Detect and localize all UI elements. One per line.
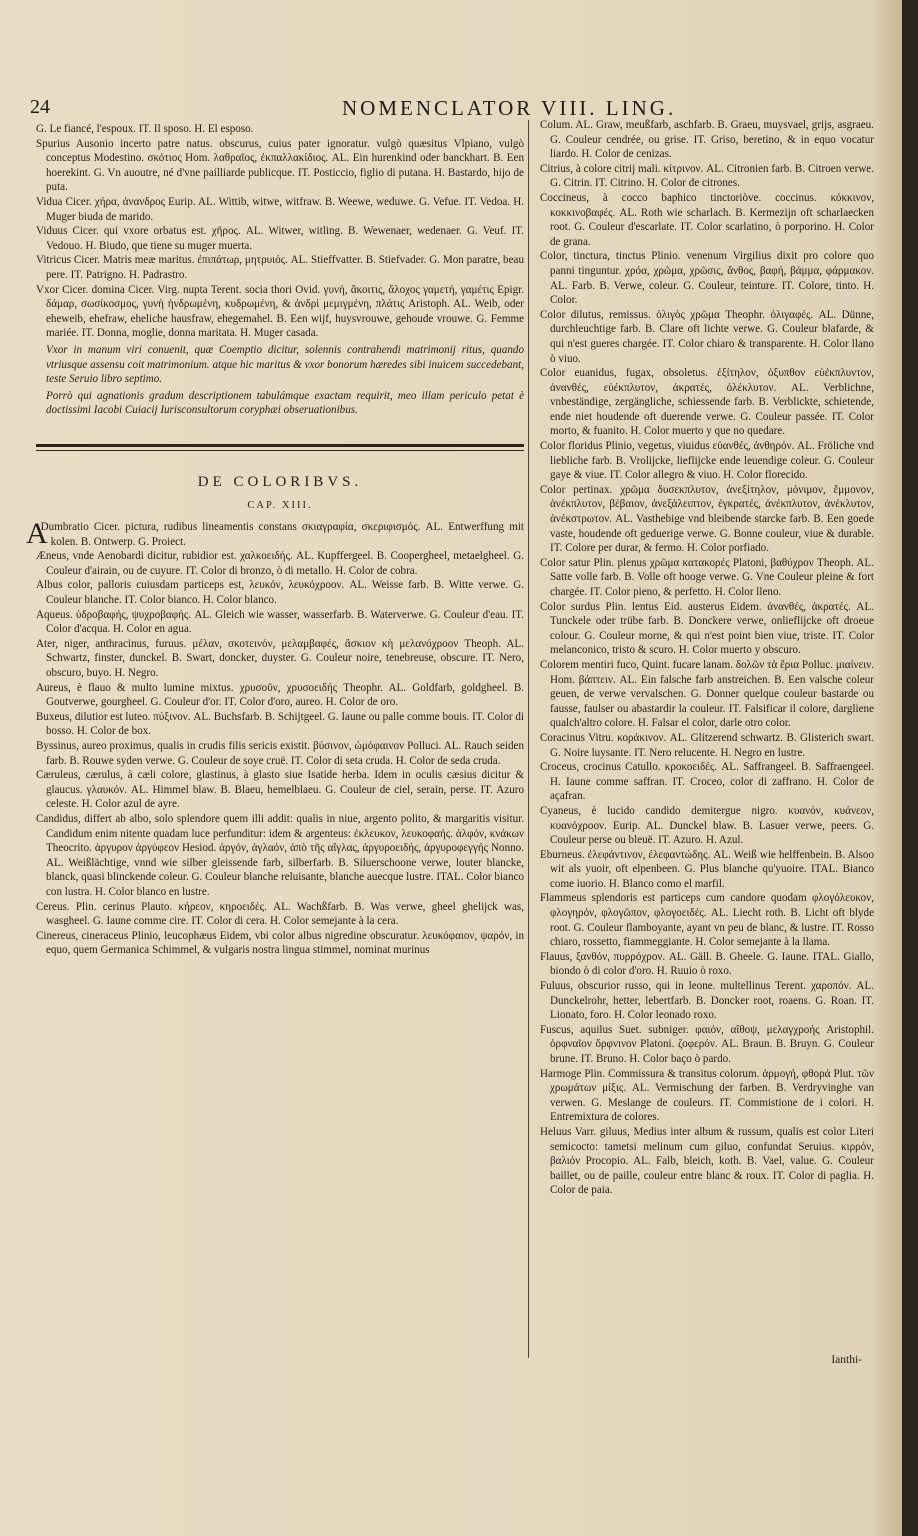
dictionary-entry: Color satur Plin. plenus χρῶμα κατακορές Platoni, βαθύχρον Theoph. AL. Satte volle farb. B. Volle oft hooge verwe. G. Vne Couleur pleine & fort chargée. IT. Color pieno, & perfetto. H. Color lleno. xyxy=(540,556,874,598)
dictionary-entry: Coracinus Vitru. κοράκινον. AL. Glitzerend schwartz. B. Glisterich swart. G. Noire luysante. IT. Nero relucente. H. Negro en lustre. xyxy=(540,731,874,759)
dictionary-entry: Aqueus. ὑδροβαφής, ψυχροβαφής. AL. Gleich wie wasser, wasserfarb. B. Waterverwe. G. Couleur d'eau. IT. Color d'acqua. H. Color en agua. xyxy=(36,608,524,636)
dictionary-entry: Viduus Cicer. qui vxore orbatus est. χῆρος. AL. Witwer, witling. B. Wewenaer, wedenaer. G. Veuf. IT. Vedouo. H. Biudo, que tiene su muger muerta. xyxy=(36,225,524,252)
dictionary-entry: Color floridus Plinio, vegetus, viuidus εὐανθές, ἀνθηρόν. AL. Fröliche vnd liebliche farb. B. Vrolijcke, lieflijcke ende leuendige coleur. G. Couleur gaye & viue. IT. Color allegro & viuo. H. Color florecido. xyxy=(540,440,874,482)
dictionary-entry: Spurius Ausonio incerto patre natus. obscurus, cuius pater ignoratur. vulgò quæsitus Vlpiano, vulgò conceptus Modestino. σκότιος Hom. λαθραῖος, ἐκπαλλακίδιος. AL. Ein hurenkind oder banckhart. B. Een hoerekint. G. Vn auoutre, né d'vne pailliarde publicque. IT. Posticcio, figlio di putana. H. Bastardo, hijo de puta. xyxy=(36,137,524,194)
right-column xyxy=(540,118,874,1198)
running-head: NOMENCLATOR VIII. LING. xyxy=(342,96,677,120)
dictionary-entry: Colum. AL. Graw, meußfarb, aschfarb. B. Graeu, muysvael, grijs, asgraeu. G. Couleur cendrée, ou grise. IT. Griso, beretino, & in equo vocatur liardo. H. Color de cenizas. xyxy=(540,119,874,161)
dictionary-entry: G. Le fiancé, l'espoux. IT. Il sposo. H. El esposo. xyxy=(36,123,254,135)
left-notes xyxy=(36,343,524,418)
left-top-entries xyxy=(36,122,524,341)
adjacent-page-edge xyxy=(880,0,902,1536)
dictionary-entry: Harmoge Plin. Commissura & transitus colorum. ἁρμογή, φθορά Plut. τῶν χρωμάτων μίξις. AL. Vermischung der farben. B. Verdryvinghe van verwen. G. Meslange de couleurs. IT. Commistione de i colori. H. Entremixtura de colores. xyxy=(540,1067,874,1124)
column-divider xyxy=(528,120,529,1358)
dictionary-entry: Color euanidus, fugax, obsoletus. ἐξίτηλον, ὀξυπθον εὐέκπλυντον, ἀνανθές, εὐέκπλυτον, ἀκρατές, ὀλέκλυτον. AL. Verblichne, vnbeständige, zergängliche, schiessende farb. B. Verblickte, schietende, ende niet houdende oft duerende verwe. G. Couleur passée. IT. Color morto, & fuanito. H. Color muerto y que no quedare. xyxy=(540,367,874,438)
section-title: DE COLORIBVS. xyxy=(197,473,363,490)
section-rule xyxy=(36,444,524,447)
dictionary-entry: Ater, niger, anthracinus, furuus. μέλαν, σκοτεινόν, μελαμβαφές, ἄσκιον κὴ μελανόχροον Theoph. AL. Schwartz, finster, dunckel. B. Swart, doncker, duyster. G. Couleur noire, tenebreuse, obscure. IT. Nero, obscuro, buyo. H. Negro. xyxy=(36,637,524,679)
dictionary-entry: Eburneus. ἐλεφάντινον, ἐλεφαντώδης. AL. Weiß wie helffenbein. B. Alsoo wit als yuoir, oft elpenbeen. G. Plus blanche qu'yuoire. ITAL. Bianco come iuorio. H. Blanco como el marfil. xyxy=(540,848,874,890)
dictionary-entry: Cæruleus, cærulus, à cæli colore, glastinus, à glasto siue Isatide herba. Idem in oculis cæsius dicitur & glaucus. γλαυκόν. AL. Himmel blaw. B. Blaeu, hemelblaeu. G. Couleur de ciel, serain, perse. IT. Azuro celeste. H. Color azul de ayre. xyxy=(36,769,524,811)
dictionary-entry: Color dilutus, remissus. ὀλιγὸς χρῶμα Theophr. ὀλιγαφές. AL. Dünne, durchleuchtige farb. B. Clare oft lichte verwe. G. Couleur blafarde, & qui n'est gueres chargée. IT. Color chiaro & transparente. H. Color llano ò viuo. xyxy=(540,308,874,365)
section-rule-thin xyxy=(36,450,524,451)
left-column xyxy=(26,122,524,958)
dictionary-entry: Color pertinax. χρῶμα δυσεκπλυτον, ἀνεξίτηλον, μόνιμον, ἔμμονον, ἀνέκπλυτον, βέβαιον, ἀνεξάλειπτον, ἐγκρατές, ἀνέκπλυτον, ἀνέκλυτον, ἀνέκστρωτον. AL. Vasthebige vnd bleibende starcke farb. B. Een goede vaste, houdende oft geduerige verwe. G. Bonne couleur, viue & durable. IT. Colore per durar, & fermo. H. Color porfiado. xyxy=(540,483,874,555)
dictionary-entry: Flammeus splendoris est particeps cum candore quodam φλογόλευκον, φλογηρόν, φλογῶπον, φλογοειδές. AL. Liecht roth. B. Licht oft blyde root. G. Couleur flamboyante, ayant vn peu de blanc, & lustre. IT. Rosso chiaro, rossetto, fiammeggiante. H. Color semejante à la llama. xyxy=(540,892,874,949)
dictionary-entry: Vidua Cicer. χήρα, ἀνανδρος Eurip. AL. Wittib, witwe, witfraw. B. Weewe, weduwe. G. Vefue. IT. Vedoa. H. Muger biuda de marido. xyxy=(36,195,524,223)
dictionary-entry: Fuscus, aquilus Suet. subniger. φαιόν, αἴθοψ, μελαγχροής Aristophil. ὀρφναῖον ὄρφνινον Platoni. ζοφερόν. AL. Braun. B. Bruyn. G. Couleur brune. IT. Bruno. H. Color baço ò pardo. xyxy=(540,1023,874,1065)
dictionary-entry: Citrius, à colore citrij mali. κίτρινον. AL. Citronien farb. B. Citroen verwe. G. Citrin. IT. Citrino. H. Color de citrones. xyxy=(540,162,874,190)
dictionary-entry: Byssinus, aureo proximus, qualis in crudis filis sericis existit. βύσινον, ὠμόφαινον Polluci. AL. Rauch seiden farb. B. Rouwe syden verwe. G. Couleur de soye cruë. IT. Color di seta cruda. H. Color de seda cruda. xyxy=(36,739,524,767)
dictionary-entry: Fuluus, obscurior russo, qui in leone. multellinus Terent. χαροπόν. AL. Dunckelrohr, hetter, lebertfarb. B. Doncker root, roaens. G. Roan. IT. Lionato, foro. H. Color leonado roxo. xyxy=(540,980,874,1022)
catchword: Ianthi- xyxy=(831,1354,862,1366)
dictionary-entry: Cyaneus, è lucido candido demitergue nigro. κυανόν, κυάνεον, κυανόχροον. Eurip. AL. Dunckel blaw. B. Lasuer verwe, peers. G. Couleur perse ou bleuë. IT. Azuro. H. Azul. xyxy=(540,804,874,847)
dictionary-entry: Vitricus Cicer. Matris meæ maritus. ἐπιπάτωρ, μητρυιός. AL. Stieffvatter. B. Stiefvader. G. Mon paratre, beau pere. IT. Patrigno. H. Padrastro. xyxy=(36,254,524,281)
dictionary-entry: Color surdus Plin. lentus Eid. austerus Eidem. ἀνανθές, ἀκρατές. AL. Tunckele oder trübe farb. B. Donckere verwe, onlieflijcke oft droeue colour. G. Couleur morne, & qui n'est point bien viue, triste. IT. Color melanconico, tristo & scuro. H. Color muerto y obscuro. xyxy=(540,600,874,657)
dictionary-entry: Color, tinctura, tinctus Plinio. venenum Virgilius dixit pro colore quo panni tinguntur. χρόα, χρῶμα, χρῶσις, ἄνθος, βαφή, βάμμα, φάρμακον. AL. Farb. B. Verwe, coleur. G. Couleur, teinture. IT. Colore, tinto. H. Color. xyxy=(540,250,874,307)
dictionary-entry: Flauus, ξανθόν, πυρρόχρον. AL. Gäll. B. Gheele. G. Iaune. ITAL. Giallo, biondo ò di color d'oro. H. Ruuio ò roxo. xyxy=(540,950,874,978)
dictionary-entry: Aureus, è flauo & multo lumine mixtus. χρυσοῦν, χρυσοειδής Theophr. AL. Goldfarb, goldgheel. B. Goutverwe, gourgheel. G. Couleur d'or. IT. Color d'oro, aureo. H. Color de oro. xyxy=(36,681,524,709)
dictionary-entry: Heluus Varr. giluus, Medius inter album & russum, qualis est color Literi semicocto: tametsi melinum cum giluo, confundat Seruius. κιρρόν, βαλιόν Procopio. AL. Falb, bleich, koth. B. Vael, value. G. Couleur baillet, ou de paille, couleur entre blanc & roux. IT. Color di paglia. H. Color de paia. xyxy=(540,1125,874,1197)
dictionary-entry: Cereus. Plin. cerinus Plauto. κήρεον, κηροειδές. AL. Wachßfarb. B. Was verwe, gheel ghelijck was, wasgheel. G. Iaune comme cire. IT. Color di cera. H. Color semejante à la cera. xyxy=(36,900,524,928)
left-entries xyxy=(36,549,524,958)
dictionary-entry: Æneus, vnde Aenobardi dicitur, rubidior est. χαλκοειδής. AL. Kupffergeel. B. Coopergheel, metaelgheel. G. Couleur d'airain, ou de cuyure. IT. Color di bronzo, ò di metallo. H. Color de cobra. xyxy=(36,550,524,577)
right-entries xyxy=(540,118,874,1198)
dictionary-entry: Candidus, differt ab albo, solo splendore quem illi addit: qualis in niue, argento polito, & margaritis visitur. Candidum enim nitente quadam luce perfunditur: idem & argenteus: ἐκλευκον, λευκοφαής. ἀλφόν, κνάκων Theocrito. ἀργυρον ἀργύφεον Hesiod. ἀργόν, ἀγλαόν, ἀπὸ τῆς αἴγλας, ἀργυροειδής, ἀργυροφεγγής Nonno. AL. Weißlächtige, vnnd wie silber gleissende farb, silberfarb. B. Siluerschoone verwe, louter blancke, blanck, quasi blinckende coleur. G. Couleur blanche reluisante, blanche auecque lustre. ITAL. Color bianco con lustra. H. Color blanco en lustre. xyxy=(36,812,524,898)
dictionary-entry: Buxeus, dilutior est luteo. πύξινον. AL. Buchsfarb. B. Schijtgeel. G. Iaune ou palle comme bouis. IT. Color di bosso. H. Color de box. xyxy=(36,710,524,738)
page-number: 24 xyxy=(30,96,50,118)
dictionary-entry: Albus color, palloris cuiusdam particeps est, λευκόν, λευκόχροον. AL. Weisse farb. B. Witte verwe. G. Couleur blanche. IT. Color bianco. H. Color blanco. xyxy=(36,579,524,607)
dictionary-entry: Vxor Cicer. domina Cicer. Virg. nupta Terent. socia thori Ovid. γυνή, ἄκοιτις, ἄλοχος γαμετή, γαμέτις Epigr. δάμαρ, σωσίκοσμος, γυνὴ ἠνδρωμένη, κυδρωμένη, & ἀνδρὶ μεμιγμένη, πλάτις Aristoph. AL. Weib, oder eheweib, ehefraw, eheliche hausfraw, ehegemahel. B. Een wijf, huysvrouwe, gehoude vrouwe. G. Femme mariée. IT. Donna, moglie, donna maritata. H. Muger casada. xyxy=(36,283,524,340)
chapter-title: CAP. XIII. xyxy=(247,500,313,512)
first-entry-text: Dumbratio Cicer. pictura, rudibus lineamentis constans σκιαγραφία, σκεριφισμός. AL. Entwerffung mit kolen. B. Ontwerp. G. Proiect. xyxy=(40,521,524,548)
page-shadow xyxy=(902,0,918,1536)
note-paragraph: Vxor in manum viri conuenit, quæ Coemptio dicitur, solennis contrahendi matrimonij ritus, quando vtriusque assensu coit matrimonium. atque hic maritus & vxor bonorum hæredes sibi inuicem succedebant, teste Seruio libro septimo. xyxy=(46,343,524,386)
note-paragraph: Porrò qui agnationis gradum descriptionem tabulámque exactam requirit, meo illam periculo petat è doctissimi Iacobi Cuiacij Iurisconsultorum coryphæi obseruationibus. xyxy=(46,389,524,417)
dictionary-entry: Coccineus, à cocco baphico tinctoriòve. coccinus. κόκκινον, κοκκινοβαφές. AL. Roth wie scharlach. B. Kermezijn oft scharlaecken root. G. Couleur d'escarlate. IT. Color scarlatino, ò porporino. H. Color de grana. xyxy=(540,191,874,248)
dictionary-entry: Croceus, crocinus Catullo. κροκοειδές. AL. Saffrangeel. B. Saffraengeel. H. Iaune comme saffran. IT. Croceo, color di zaffrano. H. Color de açafran. xyxy=(540,761,874,803)
drop-cap: A xyxy=(26,517,48,551)
first-entry xyxy=(26,517,524,551)
dictionary-entry: Colorem mentiri fuco, Quint. fucare lanam. δολῶν τὰ ἔρια Polluc. μιαίνειν. Hom. βάπτειν. AL. Ein falsche farb anstreichen. B. Een valsche coleur geuen, de verwe vervalschen. G. Donner quelque couleur bastarde ou fausse, faulser ou abastardir la couleur. IT. Falsificar il colore, dargliene qualch'altro colore. H. Falsar el color, darle otro color. xyxy=(540,658,874,730)
dictionary-entry: Cinereus, cineraceus Plinio, leucophæus Eidem, vbi color albus nigredine obscuratur. λευκόφαιον, ψαρόν, in equo, quem Germanica Schimmel, & vulgaris nostra lingua stimmel, nominat murinus xyxy=(36,929,524,957)
